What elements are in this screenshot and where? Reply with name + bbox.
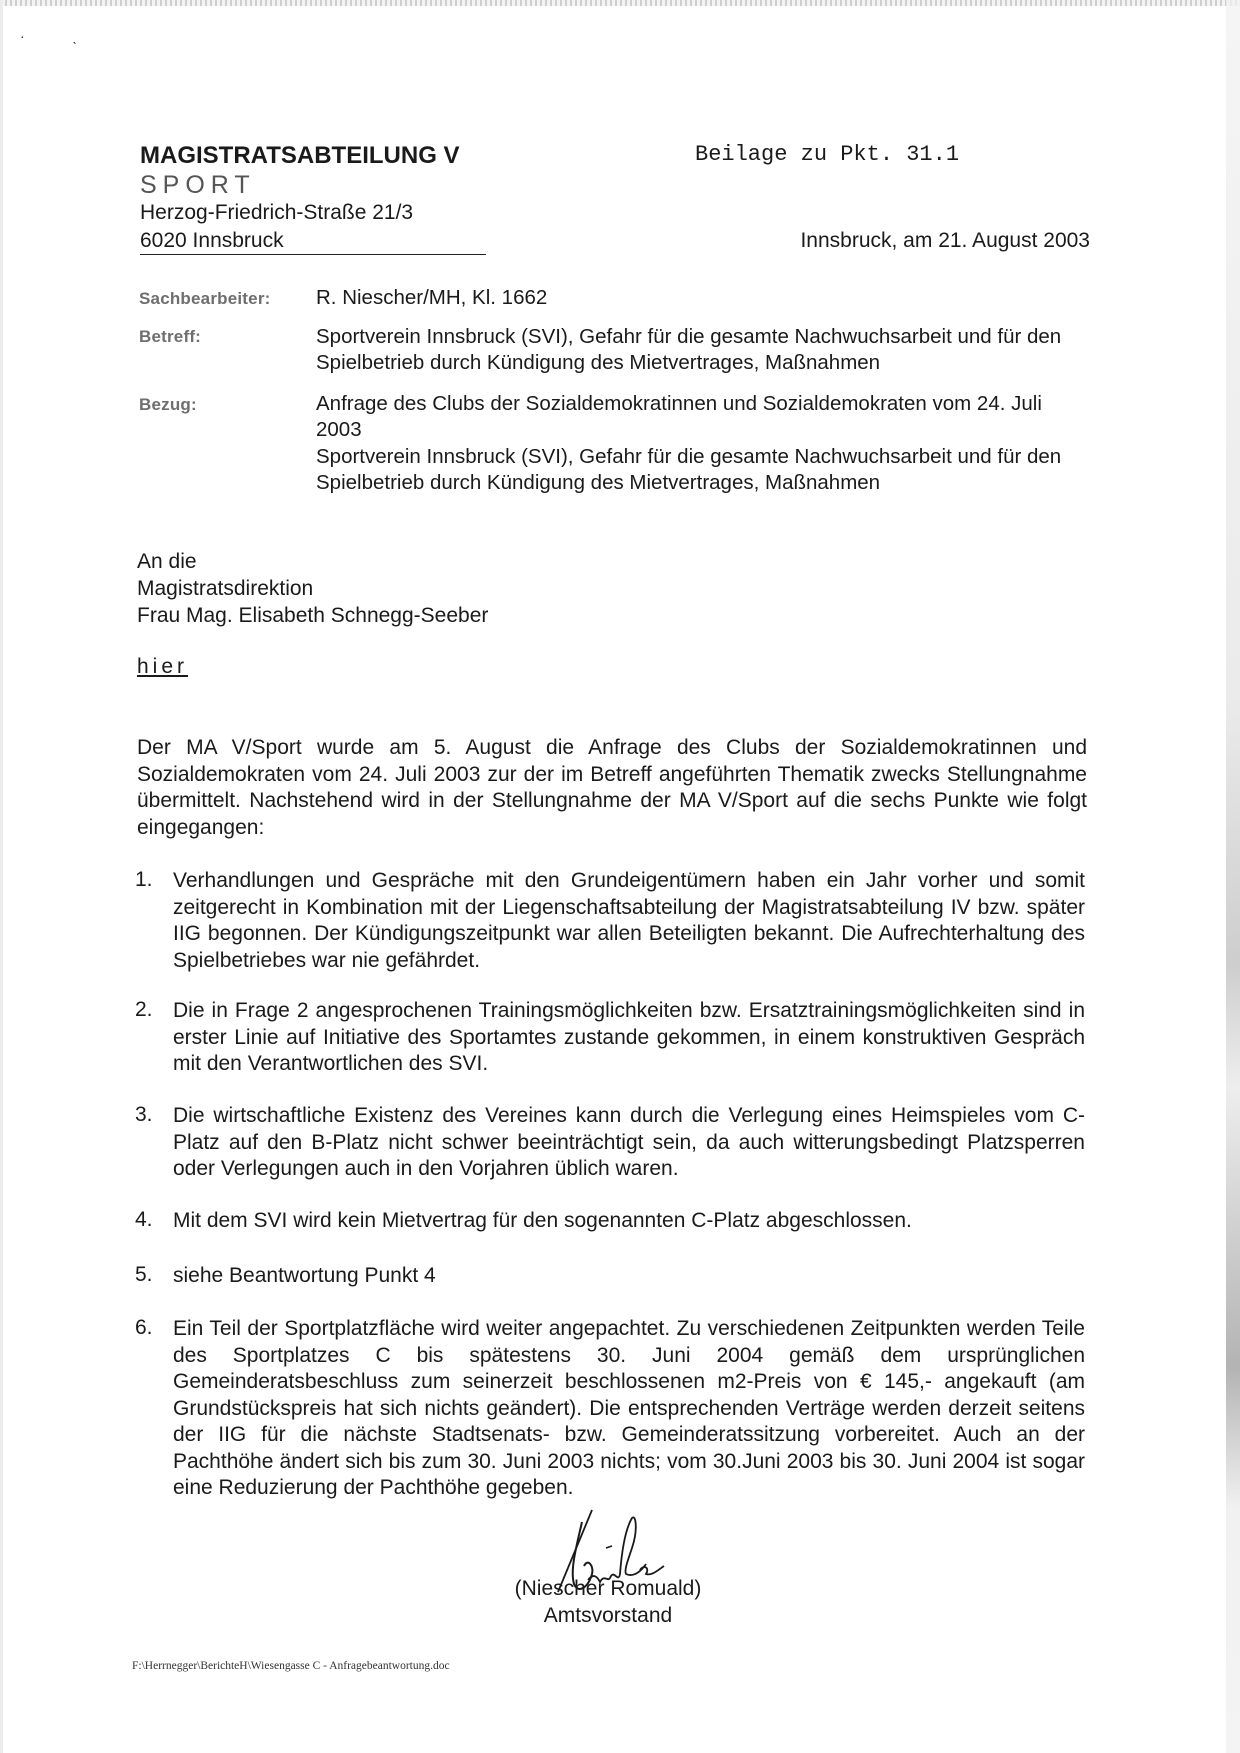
subject-value: Sportverein Innsbruck (SVI), Gefahr für die gesamte Nachwuchsarbeit und für den Spielbetrieb durch Kündigung des Mietvertrages, Maßnahmen	[316, 325, 1062, 374]
item-number: 1.	[135, 868, 153, 891]
reference-value-2: Sportverein Innsbruck (SVI), Gefahr für die gesamte Nachwuchsarbeit und für den Spielbetrieb durch Kündigung des Mietvertrages, Maßnahmen	[316, 445, 1062, 494]
scan-edge-left	[0, 0, 3, 1753]
reference-value-1: Anfrage des Clubs der Sozialdemokratinnen und Sozialdemokraten vom 24. Juli 2003	[316, 392, 1042, 441]
clerk-label: Sachbearbeiter:	[139, 289, 271, 308]
item-text: Mit dem SVI wird kein Mietvertrag für den sogenannten C-Platz abgeschlossen.	[173, 1209, 912, 1232]
division-name: SPORT	[140, 171, 256, 199]
signatory-block	[508, 1575, 708, 1629]
item-number: 4.	[135, 1208, 153, 1231]
attachment-note: Beilage zu Pkt. 31.1	[695, 142, 960, 167]
department-name: MAGISTRATSABTEILUNG V	[140, 142, 460, 169]
recipient-line-1: An die	[137, 550, 197, 573]
item-text: Verhandlungen und Gespräche mit den Grundeigentümern haben ein Jahr vorher und somit zeitgerecht in Kombination mit der Liegenschaftsabteilung der Magistratsabteilung IV bzw. später IIG begonnen. Der Kündigungszeitpunkt war allen Beteiligten bekannt. Die Aufrechterhaltung des Spielbetriebes war nie gefährdet.	[173, 869, 1085, 972]
item-number: 2.	[135, 998, 153, 1021]
item-text: Die wirtschaftliche Existenz des Vereines kann durch die Verlegung eines Heimspieles vom C-Platz auf den B-Platz nicht schwer beeinträchtigt sein, da auch witterungsbedingt Platzsperren oder Verlegungen auch in den Vorjahren üblich waren.	[173, 1104, 1085, 1180]
intro-paragraph: Der MA V/Sport wurde am 5. August die Anfrage des Clubs der Sozialdemokratinnen und Sozialdemokraten vom 24. Juli 2003 zur der im Betreff angeführten Thematik zwecks Stellungnahme übermittelt. Nachstehend wird in der Stellungnahme der MA V/Sport auf die sechs Punkte wie folgt eingegangen:	[137, 736, 1087, 839]
subject-label: Betreff:	[139, 327, 202, 346]
clerk-value: R. Niescher/MH, Kl. 1662	[316, 286, 548, 309]
street-address: Herzog-Friedrich-Straße 21/3	[140, 201, 414, 224]
signatory-title: Amtsvorstand	[543, 1604, 673, 1627]
item-text: Ein Teil der Sportplatzfläche wird weiter angepachtet. Zu verschiedenen Zeitpunkten werden Teile des Sportplatzes C bis spätestens 30. Juni 2004 gemäß dem ursprünglichen Gemeinderatsbeschluss zum seinerzeit beschlossenen m2-Preis von € 145,- angekauft (am Grundstückspreis hat sich nichts geändert). Die entsprechenden Verträge werden derzeit seitens der IIG für die nächste Stadtsenats- bzw. Gemeinderatssitzung vorbereitet. Auch an der Pachthöhe ändert sich bis zum 30. Juni 2003 nichts; vom 30.Juni 2003 bis 30. Juni 2004 ist sogar eine Reduzierung der Pachthöhe gegeben.	[173, 1317, 1085, 1499]
item-number: 3.	[135, 1103, 153, 1126]
item-text: Die in Frage 2 angesprochenen Trainingsmöglichkeiten bzw. Ersatztrainingsmöglichkeiten sind in erster Linie auf Initiative des Sportamtes zustande gekommen, in einem konstruktiven Gespräch mit den Verantwortlichen des SVI.	[173, 999, 1085, 1075]
scan-edge-right	[1226, 0, 1240, 1753]
item-text: siehe Beantwortung Punkt 4	[173, 1264, 436, 1287]
city-address: 6020 Innsbruck	[140, 229, 486, 255]
scan-edge-top	[0, 0, 1240, 6]
scan-specks: · ˎ	[20, 28, 100, 44]
date-line: Innsbruck, am 21. August 2003	[800, 229, 1090, 252]
reference-label: Bezug:	[139, 395, 197, 414]
item-number: 5.	[135, 1263, 153, 1286]
recipient-line-3: Frau Mag. Elisabeth Schnegg-Seeber	[137, 604, 489, 627]
recipient-block	[137, 548, 488, 629]
file-path-footer: F:\Herrnegger\BerichteH\Wiesengasse C - Anfragebeantwortung.doc	[132, 1660, 450, 1672]
recipient-line-2: Magistratsdirektion	[137, 577, 314, 600]
item-number: 6.	[135, 1316, 153, 1339]
signatory-name: (Niescher Romuald)	[514, 1577, 702, 1600]
recipient-here: hier	[137, 655, 189, 678]
